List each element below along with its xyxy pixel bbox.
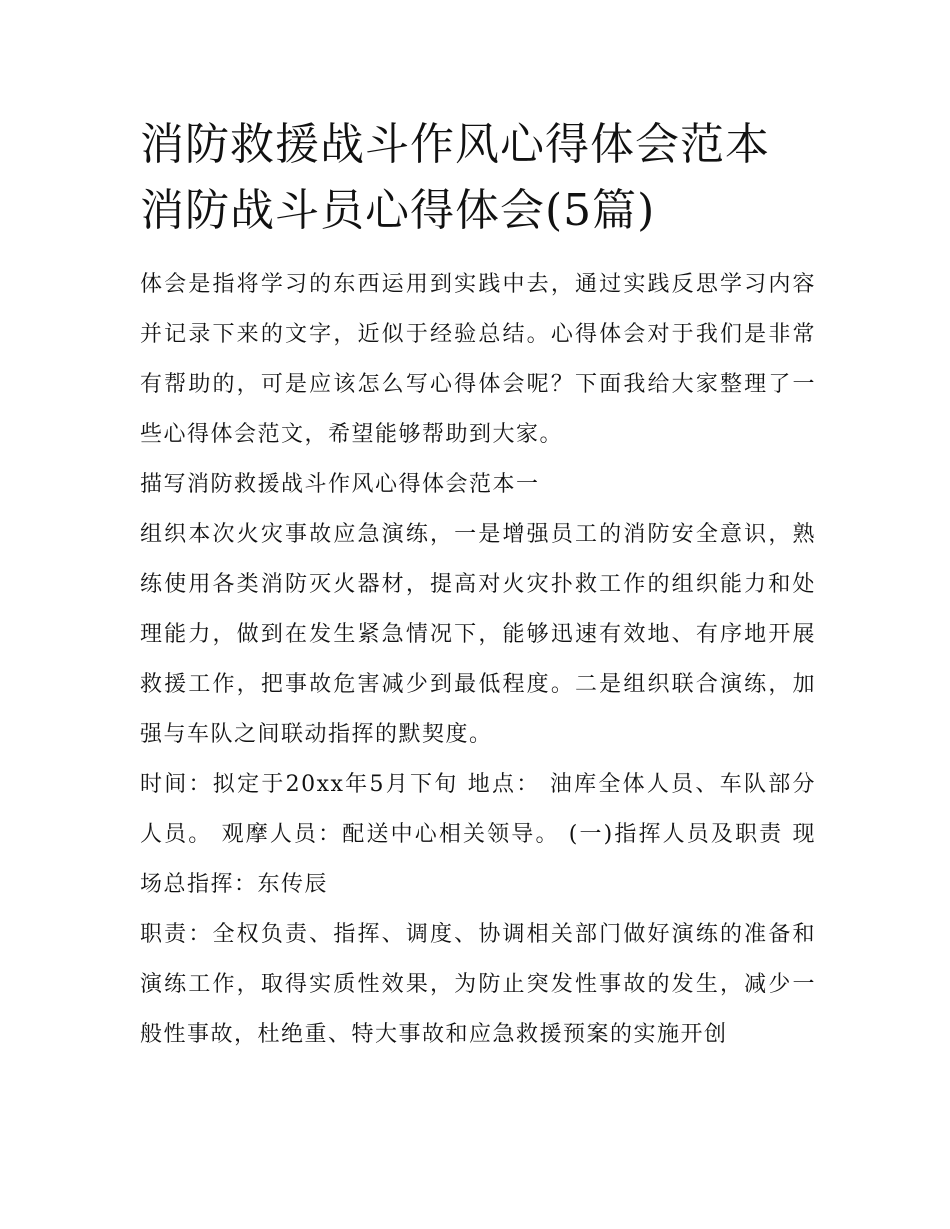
body-paragraph-drill-purpose: 组织本次火灾事故应急演练，一是增强员工的消防安全意识，熟练使用各类消防灭火器材，提高对火灾扑救工作的组织能力和处理能力，做到在发生紧急情况下，能够迅速有效地、有序地开展救援工作，把事故危害减少到最低程度。二是组织联合演练，加强与车队之间联动指挥的默契度。 [140,522,816,747]
document-content [140,112,816,1060]
intro-paragraph: 体会是指将学习的东西运用到实践中去，通过实践反思学习内容并记录下来的文字，近似于经验总结。心得体会对于我们是非常有帮助的，可是应该怎么写心得体会呢？下面我给大家整理了一些心得体会范文，希望能够帮助到大家。 [140,272,816,447]
body-paragraph-duties: 职责：全权负责、指挥、调度、协调相关部门做好演练的准备和演练工作，取得实质性效果，为防止突发性事故的发生，减少一般性事故，杜绝重、特大事故和应急救援预案的实施开创 [140,922,816,1047]
section-heading: 描写消防救援战斗作风心得体会范本一 [140,472,540,497]
body-paragraph-time-place: 时间：拟定于20xx年5月下旬 地点： 油库全体人员、车队部分人员。 观摩人员：配送中心相关领导。 (一)指挥人员及职责 现场总指挥：东传辰 [140,772,816,897]
document-title: 消防救援战斗作风心得体会范本 消防战斗员心得体会(5篇) [140,119,770,236]
